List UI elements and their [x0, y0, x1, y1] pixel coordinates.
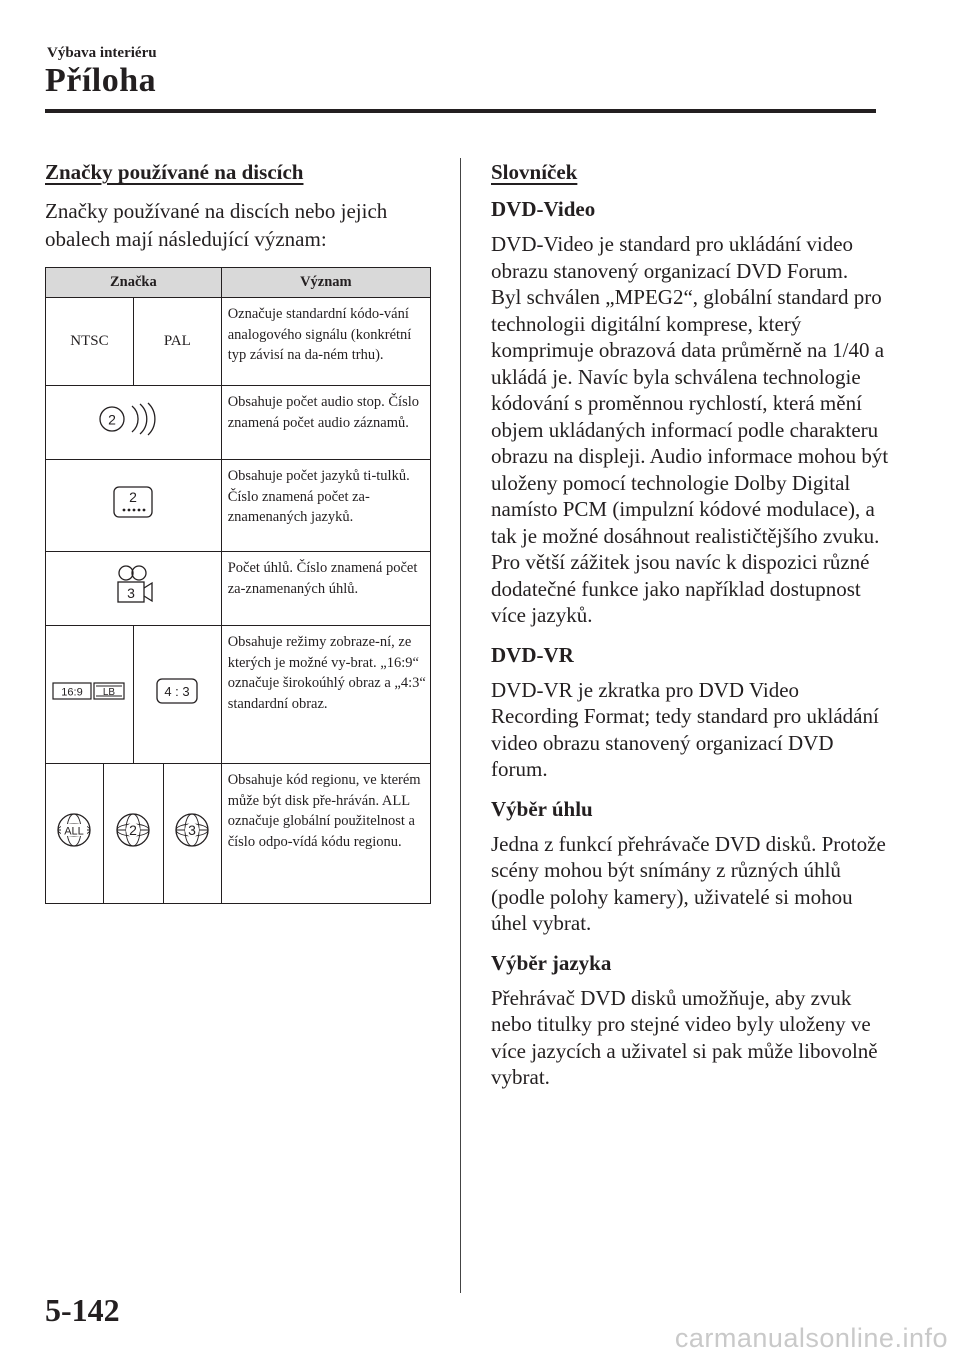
- audio-tracks-count: 2: [108, 411, 117, 428]
- col-header-meaning: Význam: [221, 268, 430, 298]
- right-column: [491, 160, 891, 1103]
- table-cell-meaning: Obsahuje kód regionu, ve kterém může být disk pře-hráván. ALL označuje globální použitelnost a číslo odpo-vídá kódu regionu.: [221, 764, 430, 904]
- camera-angles-icon: [46, 552, 222, 626]
- col-header-sign: Značka: [46, 268, 222, 298]
- page-number: 5-142: [45, 1292, 120, 1328]
- region-all-icon: [46, 764, 104, 904]
- dvd-video-text-3: Pro větší zážitek jsou navíc k dispozici různé dodatečné funkce jako například dostupnost více jazyků.: [491, 550, 870, 627]
- ntsc-mark: NTSC: [46, 298, 134, 386]
- camera-angles-count: 3: [127, 585, 136, 602]
- table-cell-meaning: Obsahuje režimy zobraze-ní, ze kterých je možné vy-brat. „16:9“ označuje širokoúhlý obraz a „4:3“ standardní obraz.: [221, 626, 430, 764]
- table-row: [46, 552, 431, 626]
- dvd-video-term: DVD-Video: [491, 197, 596, 221]
- breadcrumb: Výbava interiéru: [47, 45, 157, 61]
- widescreen-letterbox-icon: [46, 626, 134, 764]
- glossary-heading: Slovníček: [491, 160, 578, 184]
- table-header-row: [46, 268, 431, 298]
- disc-marks-table: [45, 267, 431, 904]
- widescreen-label: 16:9: [61, 686, 84, 699]
- disc-marks-heading: Značky používané na discích: [45, 160, 304, 184]
- table-row: [46, 298, 431, 386]
- dvd-vr-text: DVD-VR je zkratka pro DVD Video Recording Format; tedy standard pro ukládání video obrazu stanovený organizací DVD forum.: [491, 677, 879, 781]
- language-selection-text: Přehrávač DVD disků umožňuje, aby zvuk nebo titulky pro stejné video byly uloženy ve více jazycích a uživatel si pak může libovolně vybrat.: [491, 985, 878, 1089]
- footer-watermark: carmanualsonline.info: [674, 1323, 948, 1353]
- angle-selection-term: Výběr úhlu: [491, 796, 593, 821]
- table-row: [46, 764, 431, 904]
- audio-tracks-icon: [46, 386, 222, 460]
- region-2-icon: [103, 764, 163, 904]
- left-column: [45, 160, 431, 904]
- table-row: [46, 626, 431, 764]
- region-3-label: 3: [188, 822, 197, 839]
- language-selection-term: Výběr jazyka: [491, 950, 612, 975]
- letterbox-label: LB: [103, 687, 116, 699]
- dvd-video-text-1: DVD-Video je standard pro ukládání video obrazu stanovený organizací DVD Forum.: [491, 232, 854, 283]
- region-3-icon: [163, 764, 221, 904]
- table-cell-meaning: Obsahuje počet jazyků ti-tulků. Číslo znamená počet za-znamenaných jazyků.: [221, 460, 430, 552]
- table-cell-meaning: Počet úhlů. Číslo znamená počet za-znamenaných úhlů.: [221, 552, 430, 626]
- column-divider: [460, 158, 461, 1293]
- disc-marks-intro: Značky používané na discích nebo jejich obalech mají následující význam:: [45, 199, 388, 251]
- table-cell-meaning: Označuje standardní kódo-vání analogového signálu (konkrétní typ závisí na da-ném trhu).: [221, 298, 430, 386]
- subtitle-languages-icon: [46, 460, 222, 552]
- dvd-vr-term: DVD-VR: [491, 642, 574, 667]
- table-row: [46, 460, 431, 552]
- standard-ratio-label: 4 : 3: [164, 684, 190, 700]
- table-row: [46, 386, 431, 460]
- standard-ratio-icon: [133, 626, 221, 764]
- title-rule: [45, 109, 876, 113]
- table-cell-meaning: Obsahuje počet audio stop. Číslo znamená počet audio záznamů.: [221, 386, 430, 460]
- angle-selection-text: Jedna z funkcí přehrávače DVD disků. Protože scény mohou být snímány z různých úhlů (podle polohy kamery), uživatelé si mohou úhel vybrat.: [491, 831, 886, 935]
- dvd-video-text-2: Byl schválen „MPEG2“, globální standard pro technologii digitální komprese, který komprimuje obrazová data průměrně na 1/40 a ukládá je. Navíc byla schválena technologie kódování s proměnnou rychlostí, která mění objem ukládaných informací podle charakteru obrazu na displeji. Audio informace mohou být uloženy pomocí technologie Dolby Digital namísto PCM (impulzní kódové modulace), a tak je možné dosáhnout realističtějšího zvuku.: [491, 285, 889, 548]
- pal-mark: PAL: [133, 298, 221, 386]
- subtitle-languages-count: 2: [129, 489, 138, 506]
- region-2-label: 2: [129, 822, 138, 839]
- page-title: Příloha: [45, 62, 157, 99]
- region-all-label: ALL: [64, 825, 85, 838]
